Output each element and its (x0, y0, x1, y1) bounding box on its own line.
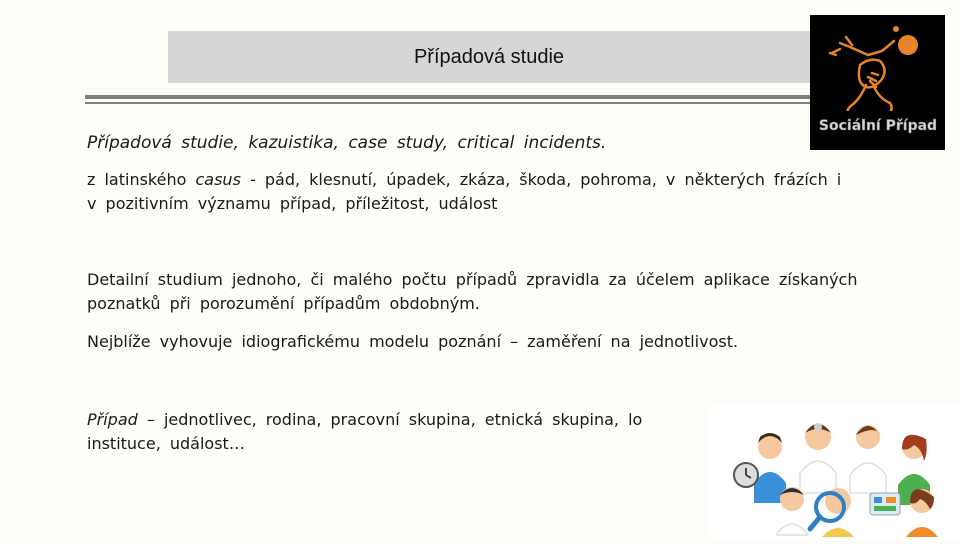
etymology-meanings: - pád, klesnutí, úpadek, zkáza, škoda, pohroma, v některých frázích i v pozitivním významu případ, příležitost, událost (87, 170, 842, 213)
slide-title: Případová studie (413, 45, 565, 68)
term-case: Případ (87, 410, 138, 429)
case-list-line2: instituce, událost… (87, 434, 245, 453)
paragraph-idiographic: Nejblíže vyhovuje idiografickému modelu poznání – zaměření na jednotlivost. (87, 332, 739, 351)
title-divider-thin (85, 102, 820, 104)
term-case-study: Případová studie (87, 133, 234, 153)
etymology-prefix: z latinského (87, 170, 196, 189)
logo (810, 15, 945, 150)
people-illustration (708, 403, 960, 540)
case-list: – jednotlivec, rodina, pracovní skupina, etnická skupina, lo (137, 410, 643, 429)
title-divider-thick (85, 95, 820, 99)
paragraph-case (87, 408, 707, 456)
title-bar (168, 31, 810, 83)
juggler-figure-icon (810, 15, 945, 150)
definition-synonyms: , kazuistika, case study, critical incidents. (233, 133, 607, 153)
group-of-people-icon (708, 403, 960, 540)
latin-word: casus (195, 170, 241, 189)
paragraph-detail: Detailní studium jednoho, či malého počtu případů zpravidla za účelem aplikace získaných poznatků při porozumění případům obdobným. (87, 270, 858, 313)
logo-text: Sociální Případ (818, 118, 938, 134)
paragraph-etymology (87, 168, 857, 216)
paragraph-definition (87, 131, 827, 155)
